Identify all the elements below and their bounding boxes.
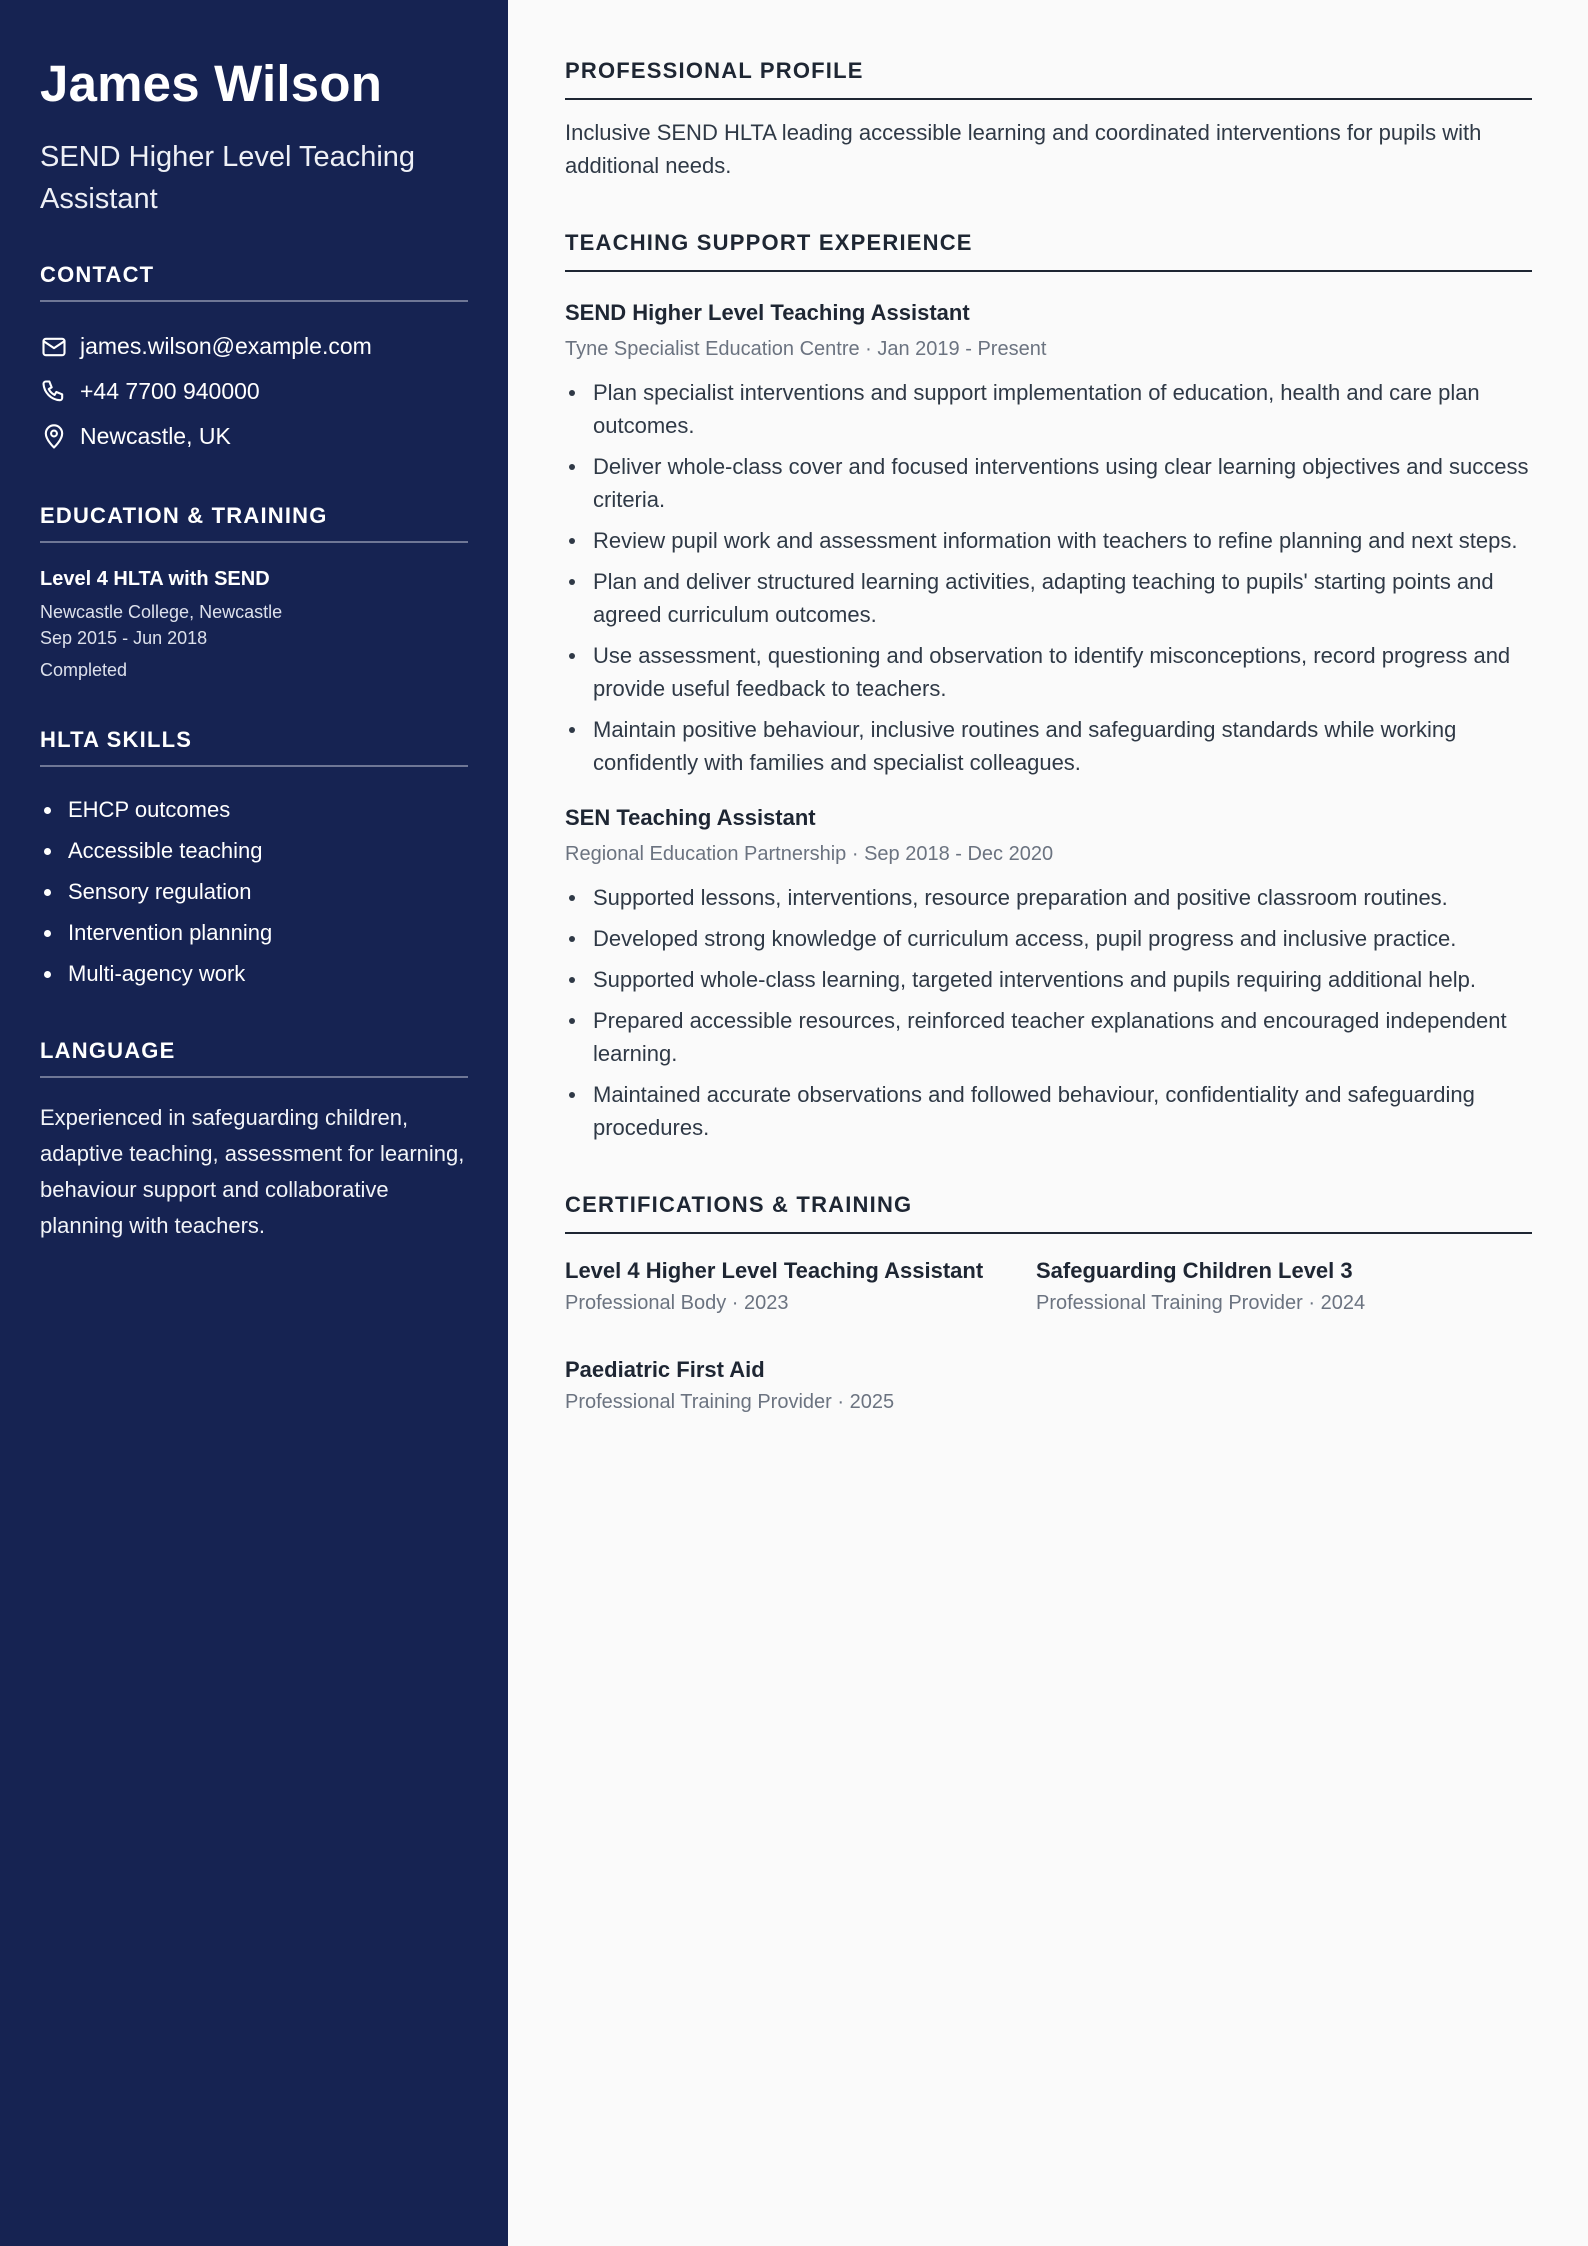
job-bullet: Plan specialist interventions and support implementation of education, health and care plan outcomes. bbox=[565, 376, 1532, 442]
cert-name: Safeguarding Children Level 3 bbox=[1036, 1258, 1353, 1283]
job-title: SEN Teaching Assistant bbox=[565, 805, 816, 830]
email-text: james.wilson@example.com bbox=[80, 333, 372, 359]
education-dates: Sep 2015 - Jun 2018 bbox=[40, 628, 208, 648]
certifications-section bbox=[565, 1192, 1532, 1416]
education-school: Newcastle College, Newcastle bbox=[40, 602, 283, 622]
job-entry bbox=[565, 803, 1532, 1144]
cert-meta: Professional Training Provider · 2025 bbox=[565, 1391, 895, 1413]
sidebar bbox=[0, 0, 508, 2246]
job-bullet: Maintain positive behaviour, inclusive routines and safeguarding standards while working confidently with families and specialist colleagues. bbox=[565, 713, 1532, 779]
profile-section bbox=[565, 58, 1532, 182]
cert-name: Level 4 Higher Level Teaching Assistant bbox=[565, 1258, 984, 1283]
skill-item: Accessible teaching bbox=[40, 830, 468, 871]
experience-section bbox=[565, 230, 1532, 1144]
cert-item bbox=[565, 1355, 1036, 1416]
job-bullet: Supported whole-class learning, targeted interventions and pupils requiring additional help. bbox=[565, 963, 1532, 996]
job-bullets bbox=[565, 376, 1532, 779]
job-bullet: Supported lessons, interventions, resource preparation and positive classroom routines. bbox=[565, 881, 1532, 914]
job-entry bbox=[565, 298, 1532, 779]
phone-icon bbox=[40, 378, 68, 406]
mail-icon bbox=[40, 333, 68, 361]
job-bullet: Maintained accurate observations and followed behaviour, confidentiality and safeguarding procedures. bbox=[565, 1078, 1532, 1144]
job-bullet: Plan and deliver structured learning activities, adapting teaching to pupils' starting points and agreed curriculum outcomes. bbox=[565, 565, 1532, 631]
education-status: Completed bbox=[40, 660, 128, 680]
job-bullet: Use assessment, questioning and observation to identify misconceptions, record progress and provide useful feedback to teachers. bbox=[565, 639, 1532, 705]
contact-phone[interactable] bbox=[40, 369, 468, 414]
job-bullet: Deliver whole-class cover and focused interventions using clear learning objectives and success criteria. bbox=[565, 450, 1532, 516]
job-bullets bbox=[565, 881, 1532, 1144]
cert-name: Paediatric First Aid bbox=[565, 1357, 765, 1382]
candidate-name: James Wilson bbox=[40, 55, 383, 112]
candidate-title: SEND Higher Level Teaching Assistant bbox=[40, 141, 416, 215]
location-pin-icon bbox=[40, 423, 68, 451]
profile-heading: PROFESSIONAL PROFILE bbox=[565, 58, 1532, 100]
certifications-heading: CERTIFICATIONS & TRAINING bbox=[565, 1192, 1532, 1234]
cert-item bbox=[1036, 1256, 1536, 1317]
contact-location bbox=[40, 414, 468, 459]
job-meta: Regional Education Partnership · Sep 2018 - Dec 2020 bbox=[565, 843, 1054, 865]
skills-list bbox=[40, 789, 468, 994]
skill-item: Intervention planning bbox=[40, 912, 468, 953]
cert-item bbox=[565, 1256, 1036, 1317]
language-heading: LANGUAGE bbox=[40, 1038, 468, 1078]
education-heading: EDUCATION & TRAINING bbox=[40, 503, 468, 543]
experience-heading: TEACHING SUPPORT EXPERIENCE bbox=[565, 230, 1532, 272]
job-bullet: Review pupil work and assessment information with teachers to refine planning and next steps. bbox=[565, 524, 1532, 557]
profile-text: Inclusive SEND HLTA leading accessible learning and coordinated interventions for pupils with additional needs. bbox=[565, 120, 1482, 178]
contact-email[interactable] bbox=[40, 324, 468, 369]
job-bullet: Developed strong knowledge of curriculum access, pupil progress and inclusive practice. bbox=[565, 922, 1532, 955]
language-text: Experienced in safeguarding children, adaptive teaching, assessment for learning, behaviour support and collaborative planning with teachers. bbox=[40, 1105, 465, 1238]
phone-text: +44 7700 940000 bbox=[80, 378, 260, 404]
skill-item: Multi-agency work bbox=[40, 953, 468, 994]
skill-item: Sensory regulation bbox=[40, 871, 468, 912]
location-text: Newcastle, UK bbox=[80, 423, 231, 449]
skill-item: EHCP outcomes bbox=[40, 789, 468, 830]
contact-heading: CONTACT bbox=[40, 262, 468, 302]
main-content bbox=[508, 0, 1588, 2246]
job-title: SEND Higher Level Teaching Assistant bbox=[565, 300, 970, 325]
cert-meta: Professional Training Provider · 2024 bbox=[1036, 1292, 1366, 1314]
education-degree: Level 4 HLTA with SEND bbox=[40, 568, 270, 590]
skills-heading: HLTA SKILLS bbox=[40, 727, 468, 767]
cert-meta: Professional Body · 2023 bbox=[565, 1292, 789, 1314]
job-meta: Tyne Specialist Education Centre · Jan 2019 - Present bbox=[565, 338, 1047, 360]
certifications-grid bbox=[565, 1256, 1532, 1416]
job-bullet: Prepared accessible resources, reinforced teacher explanations and encouraged independent learning. bbox=[565, 1004, 1532, 1070]
